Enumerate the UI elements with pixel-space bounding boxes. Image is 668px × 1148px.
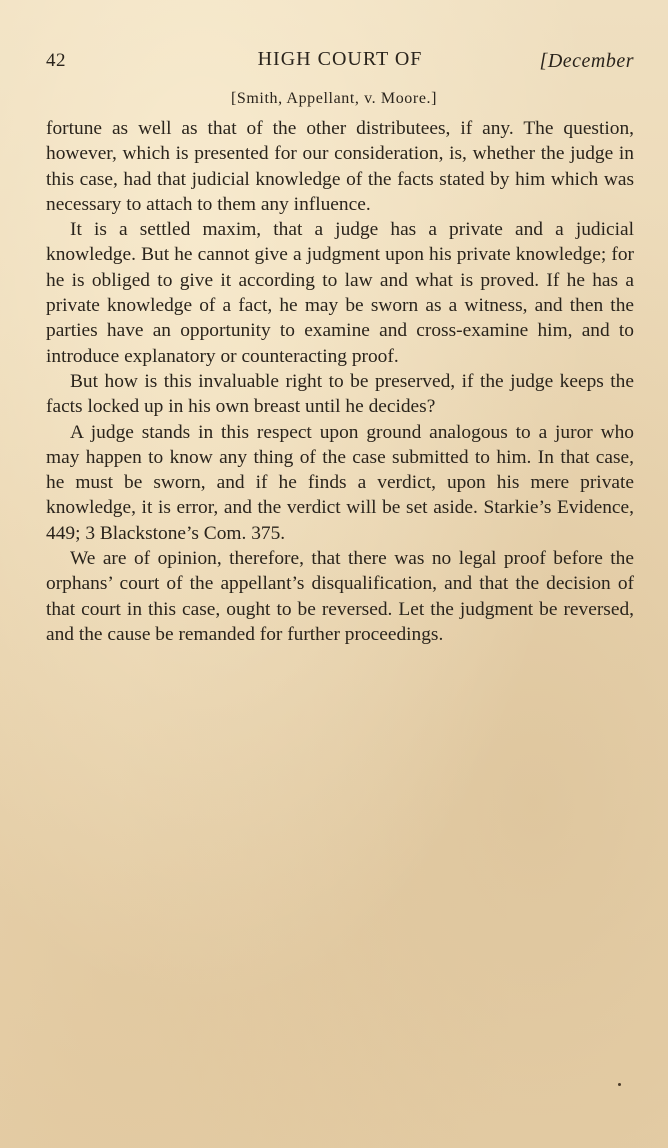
paragraph-juror-analogy: A judge stands in this respect upon ground analogous to a juror who may happen to know any thing of the case submitted to him. In that case, he must be sworn, and if he finds a verdict, upon his mere private knowledge, it is error, and the verdict will be set aside. Starkie’s Evidence, 449; 3 Blackstone’s Com. 375.	[46, 421, 634, 544]
paragraph-conclusion: We are of opinion, therefore, that there was no legal proof before the orphans’ court of the appellant’s disqualification, and that the decision of that court in this case, ought to be reversed. Let the judgment be reversed, and the cause be remanded for further proceedings.	[46, 548, 634, 645]
page-number: 42	[46, 50, 66, 71]
paragraph-settled-maxim: It is a settled maxim, that a judge has a private and a judicial knowledge. But he cannot give a judgment upon his private knowledge; for he is obliged to give it according to law and what is proved. If he has a private knowledge of a fact, he may be sworn as a witness, and then the parties have an opportunity to examine and cross-examine him, and to introduce explanatory or counteracting proof.	[46, 219, 634, 367]
body-text	[46, 116, 634, 647]
running-date: [December	[539, 50, 634, 72]
case-caption: [Smith, Appellant, v. Moore.]	[230, 90, 438, 107]
paper-speck	[618, 1083, 621, 1086]
paragraph-continued: fortune as well as that of the other distributees, if any. The question, however, which is presented for our consideration, is, whether the judge in this case, had that judicial knowledge of the facts stated by him which was necessary to attach to them any influence.	[46, 118, 634, 215]
paragraph-invaluable-right: But how is this invaluable right to be preserved, if the judge keeps the facts locked up in his own breast until he decides?	[46, 370, 634, 418]
running-title: HIGH COURT OF	[257, 48, 423, 70]
running-header	[46, 46, 634, 78]
